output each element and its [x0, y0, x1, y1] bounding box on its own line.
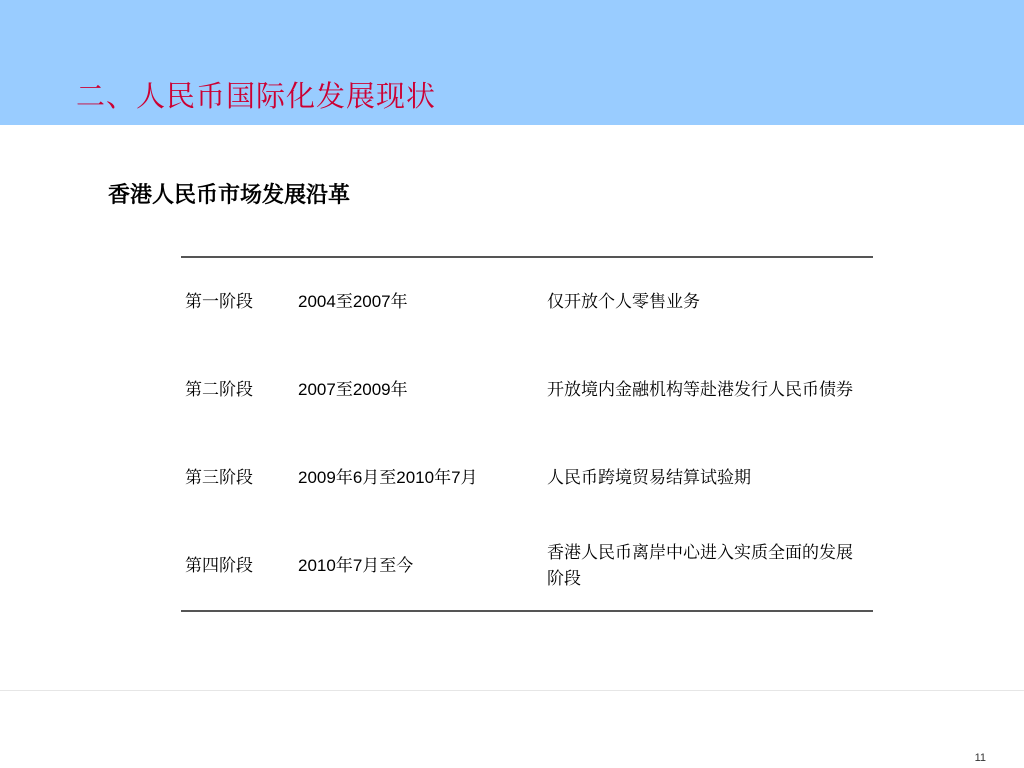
page-number: 11 — [974, 752, 986, 764]
period-cell: 2010年7月至今 — [298, 556, 414, 575]
stage-cell: 第一阶段 — [185, 292, 253, 312]
period-cell: 2009年6月至2010年7月 — [298, 468, 478, 487]
table-row — [181, 346, 873, 434]
stage-cell: 第三阶段 — [185, 468, 253, 488]
footer-divider — [0, 690, 1024, 691]
description-cell: 开放境内金融机构等赴港发行人民币债券 — [547, 380, 853, 400]
period-cell: 2004至2007年 — [298, 292, 408, 311]
stage-cell: 第四阶段 — [185, 556, 253, 576]
description-cell: 人民币跨境贸易结算试验期 — [547, 468, 751, 488]
table-row — [181, 434, 873, 522]
description-cell: 仅开放个人零售业务 — [547, 292, 700, 312]
slide-title: 二、人民币国际化发展现状 — [76, 79, 437, 113]
stage-cell: 第二阶段 — [185, 380, 253, 400]
section-subtitle: 香港人民币市场发展沿革 — [108, 182, 351, 208]
table-row — [181, 522, 873, 610]
history-table — [181, 256, 873, 612]
period-cell: 2007至2009年 — [298, 380, 408, 399]
table-row — [181, 258, 873, 346]
description-cell: 香港人民币离岸中心进入实质全面的发展阶段 — [547, 543, 853, 589]
